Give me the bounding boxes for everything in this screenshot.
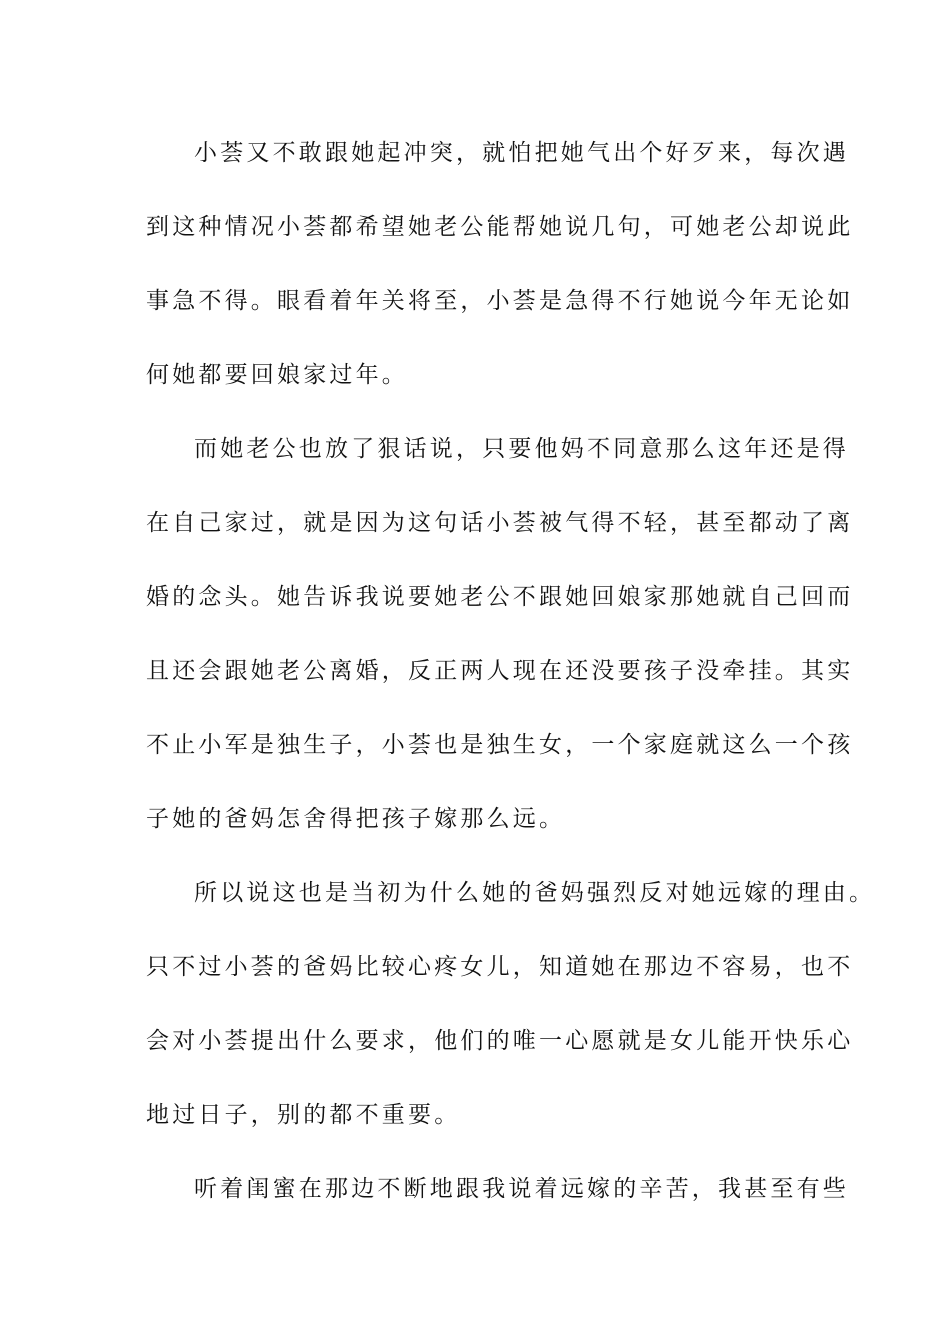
paragraph-2-line-4: 且还会跟她老公离婚，反正两人现在还没要孩子没牵挂。其实 <box>146 658 854 684</box>
paragraph-1-line-2: 到这种情况小荟都希望她老公能帮她说几句，可她老公却说此 <box>146 214 854 240</box>
paragraph-3-line-1: 所以说这也是当初为什么她的爸妈强烈反对她远嫁的理由。 <box>194 880 876 906</box>
paragraph-2-line-1: 而她老公也放了狠话说，只要他妈不同意那么这年还是得 <box>194 436 849 462</box>
paragraph-3-line-4: 地过日子，别的都不重要。 <box>146 1102 461 1128</box>
paragraph-4-line-1: 听着闺蜜在那边不断地跟我说着远嫁的辛苦，我甚至有些 <box>194 1176 849 1202</box>
paragraph-3-line-2: 只不过小荟的爸妈比较心疼女儿，知道她在那边不容易，也不 <box>146 954 854 980</box>
paragraph-1-line-3: 事急不得。眼看着年关将至，小荟是急得不行她说今年无论如 <box>146 288 854 314</box>
paragraph-2-line-2: 在自己家过，就是因为这句话小荟被气得不轻，甚至都动了离 <box>146 510 854 536</box>
paragraph-1-line-4: 何她都要回娘家过年。 <box>146 362 408 388</box>
paragraph-2-line-3: 婚的念头。她告诉我说要她老公不跟她回娘家那她就自己回而 <box>146 584 854 610</box>
paragraph-2-line-6: 子她的爸妈怎舍得把孩子嫁那么远。 <box>146 806 566 832</box>
paragraph-1-line-1: 小荟又不敢跟她起冲突，就怕把她气出个好歹来，每次遇 <box>194 140 849 166</box>
paragraph-2-line-5: 不止小军是独生子，小荟也是独生女，一个家庭就这么一个孩 <box>146 732 854 758</box>
paragraph-3-line-3: 会对小荟提出什么要求，他们的唯一心愿就是女儿能开快乐心 <box>146 1028 854 1054</box>
